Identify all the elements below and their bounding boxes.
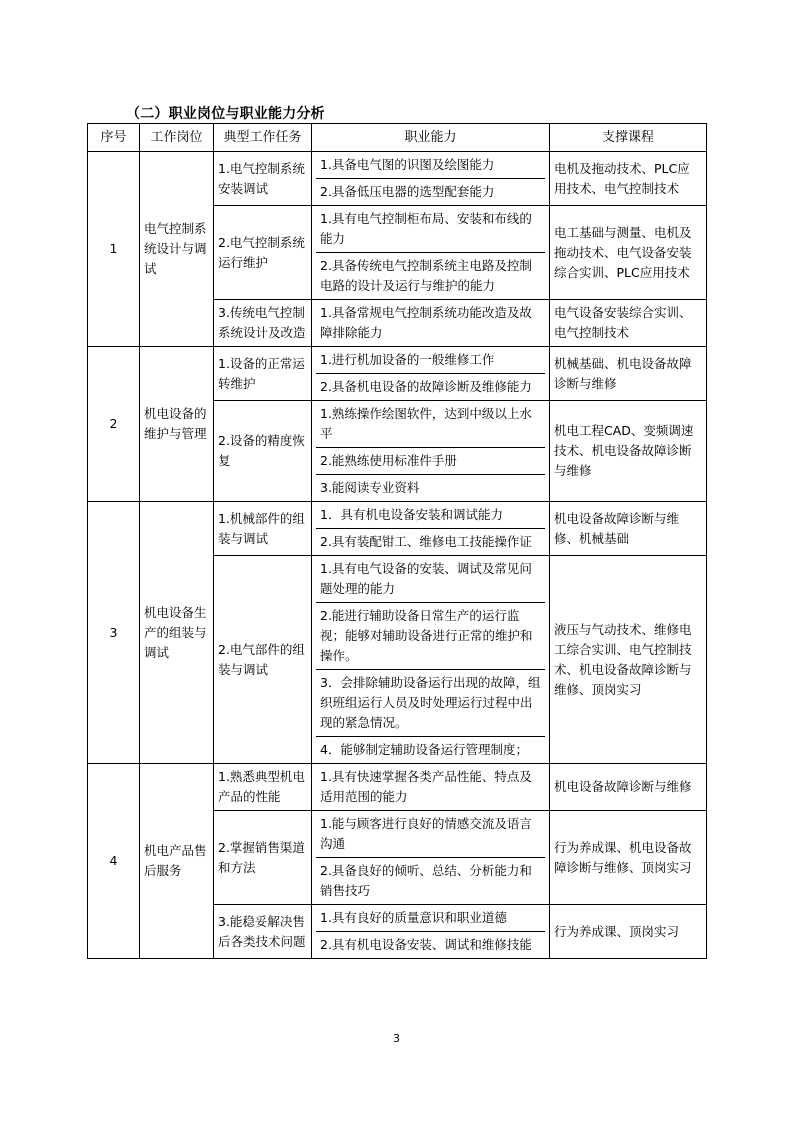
header-seq: 序号 xyxy=(88,124,140,152)
table-row xyxy=(88,502,707,556)
task-cell: 2.掌握销售渠道和方法 xyxy=(214,811,312,905)
ability-item: 3．会排除辅助设备运行出现的故障，组织班组运行人员及时处理运行过程中出现的紧急情况。 xyxy=(316,669,545,736)
task-cell: 1.机械部件的组装与调试 xyxy=(214,502,312,556)
post-cell: 电气控制系统设计与调试 xyxy=(140,152,214,347)
course-cell: 行为养成课、顶岗实习 xyxy=(550,905,707,959)
course-cell: 电工基础与测量、电机及拖动技术、电气设备安装综合实训、PLC应用技术 xyxy=(550,206,707,300)
ability-item: 2.具有机电设备安装、调试和维修技能 xyxy=(316,931,545,958)
seq-cell: 2 xyxy=(88,347,140,502)
ability-item: 2.能熟练使用标准件手册 xyxy=(316,447,545,474)
table-header-row xyxy=(88,124,707,152)
course-cell: 机电工程CAD、变频调速技术、机电设备故障诊断与维修 xyxy=(550,401,707,502)
task-cell: 3.传统电气控制系统设计及改造 xyxy=(214,300,312,347)
header-course: 支撑课程 xyxy=(550,124,707,152)
course-cell: 电机及拖动技术、PLC应用技术、电气控制技术 xyxy=(550,152,707,206)
task-cell: 1.设备的正常运转维护 xyxy=(214,347,312,401)
ability-cell xyxy=(312,811,550,905)
ability-item: 2.能进行辅助设备日常生产的运行监视；能够对辅助设备进行正常的维护和操作。 xyxy=(316,602,545,669)
ability-item: 1.能与顾客进行良好的情感交流及语言沟通 xyxy=(320,816,532,851)
post-cell: 机电设备生产的组装与调试 xyxy=(140,502,214,764)
ability-item: 1.具有快速掌握各类产品性能、特点及适用范围的能力 xyxy=(320,769,532,804)
course-cell: 机械基础、机电设备故障诊断与维修 xyxy=(550,347,707,401)
ability-cell xyxy=(312,556,550,764)
seq-cell: 4 xyxy=(88,764,140,959)
course-cell: 机电设备故障诊断与维修 xyxy=(550,764,707,811)
header-ability: 职业能力 xyxy=(312,124,550,152)
task-cell: 3.能稳妥解决售后各类技术问题 xyxy=(214,905,312,959)
ability-item: 3.能阅读专业资料 xyxy=(316,474,545,501)
ability-item: 1.具备常规电气控制系统功能改造及故障排除能力 xyxy=(320,305,532,340)
ability-item: 2.具备良好的倾听、总结、分析能力和销售技巧 xyxy=(316,857,545,904)
task-cell: 1.熟悉典型机电产品的性能 xyxy=(214,764,312,811)
occupation-ability-table xyxy=(87,123,707,959)
ability-item: 1.具备电气图的识图及绘图能力 xyxy=(320,157,495,172)
ability-item: 4．能够制定辅助设备运行管理制度； xyxy=(316,736,545,763)
task-cell: 1.电气控制系统安装调试 xyxy=(214,152,312,206)
header-task: 典型工作任务 xyxy=(214,124,312,152)
course-cell: 机电设备故障诊断与维修、机械基础 xyxy=(550,502,707,556)
ability-item: 1．具有机电设备安装和调试能力 xyxy=(320,507,503,522)
ability-cell xyxy=(312,502,550,556)
seq-cell: 3 xyxy=(88,502,140,764)
table-row xyxy=(88,152,707,206)
ability-cell xyxy=(312,347,550,401)
ability-item: 2.具备机电设备的故障诊断及维修能力 xyxy=(316,373,545,400)
ability-item: 1.熟练操作绘图软件，达到中级以上水平 xyxy=(320,406,532,441)
task-cell: 2.设备的精度恢复 xyxy=(214,401,312,502)
post-cell: 机电设备的维护与管理 xyxy=(140,347,214,502)
header-post: 工作岗位 xyxy=(140,124,214,152)
ability-item: 2.具备传统电气控制系统主电路及控制电路的设计及运行与维护的能力 xyxy=(316,252,545,299)
ability-item: 1.具有电气设备的安装、调试及常见问题处理的能力 xyxy=(320,561,532,596)
table-row xyxy=(88,347,707,401)
section-heading: （二）职业岗位与职业能力分析 xyxy=(126,106,325,122)
post-cell: 机电产品售后服务 xyxy=(140,764,214,959)
course-cell: 行为养成课、机电设备故障诊断与维修、顶岗实习 xyxy=(550,811,707,905)
ability-item: 2.具有装配钳工、维修电工技能操作证 xyxy=(316,528,545,555)
task-cell: 2.电气控制系统运行维护 xyxy=(214,206,312,300)
ability-cell xyxy=(312,206,550,300)
ability-cell xyxy=(312,152,550,206)
ability-item: 1.进行机加设备的一般维修工作 xyxy=(320,352,495,367)
table-row xyxy=(88,764,707,811)
ability-cell xyxy=(312,401,550,502)
ability-cell xyxy=(312,300,550,347)
ability-item: 2.具备低压电器的选型配套能力 xyxy=(316,178,545,205)
seq-cell: 1 xyxy=(88,152,140,347)
page-number: 3 xyxy=(393,1032,400,1045)
ability-item: 1.具有电气控制柜布局、安装和布线的能力 xyxy=(320,211,532,246)
course-cell: 液压与气动技术、维修电工综合实训、电气控制技术、机电设备故障诊断与维修、顶岗实习 xyxy=(550,556,707,764)
ability-cell xyxy=(312,764,550,811)
ability-cell xyxy=(312,905,550,959)
course-cell: 电气设备安装综合实训、电气控制技术 xyxy=(550,300,707,347)
ability-item: 1.具有良好的质量意识和职业道德 xyxy=(320,910,507,925)
task-cell: 2.电气部件的组装与调试 xyxy=(214,556,312,764)
